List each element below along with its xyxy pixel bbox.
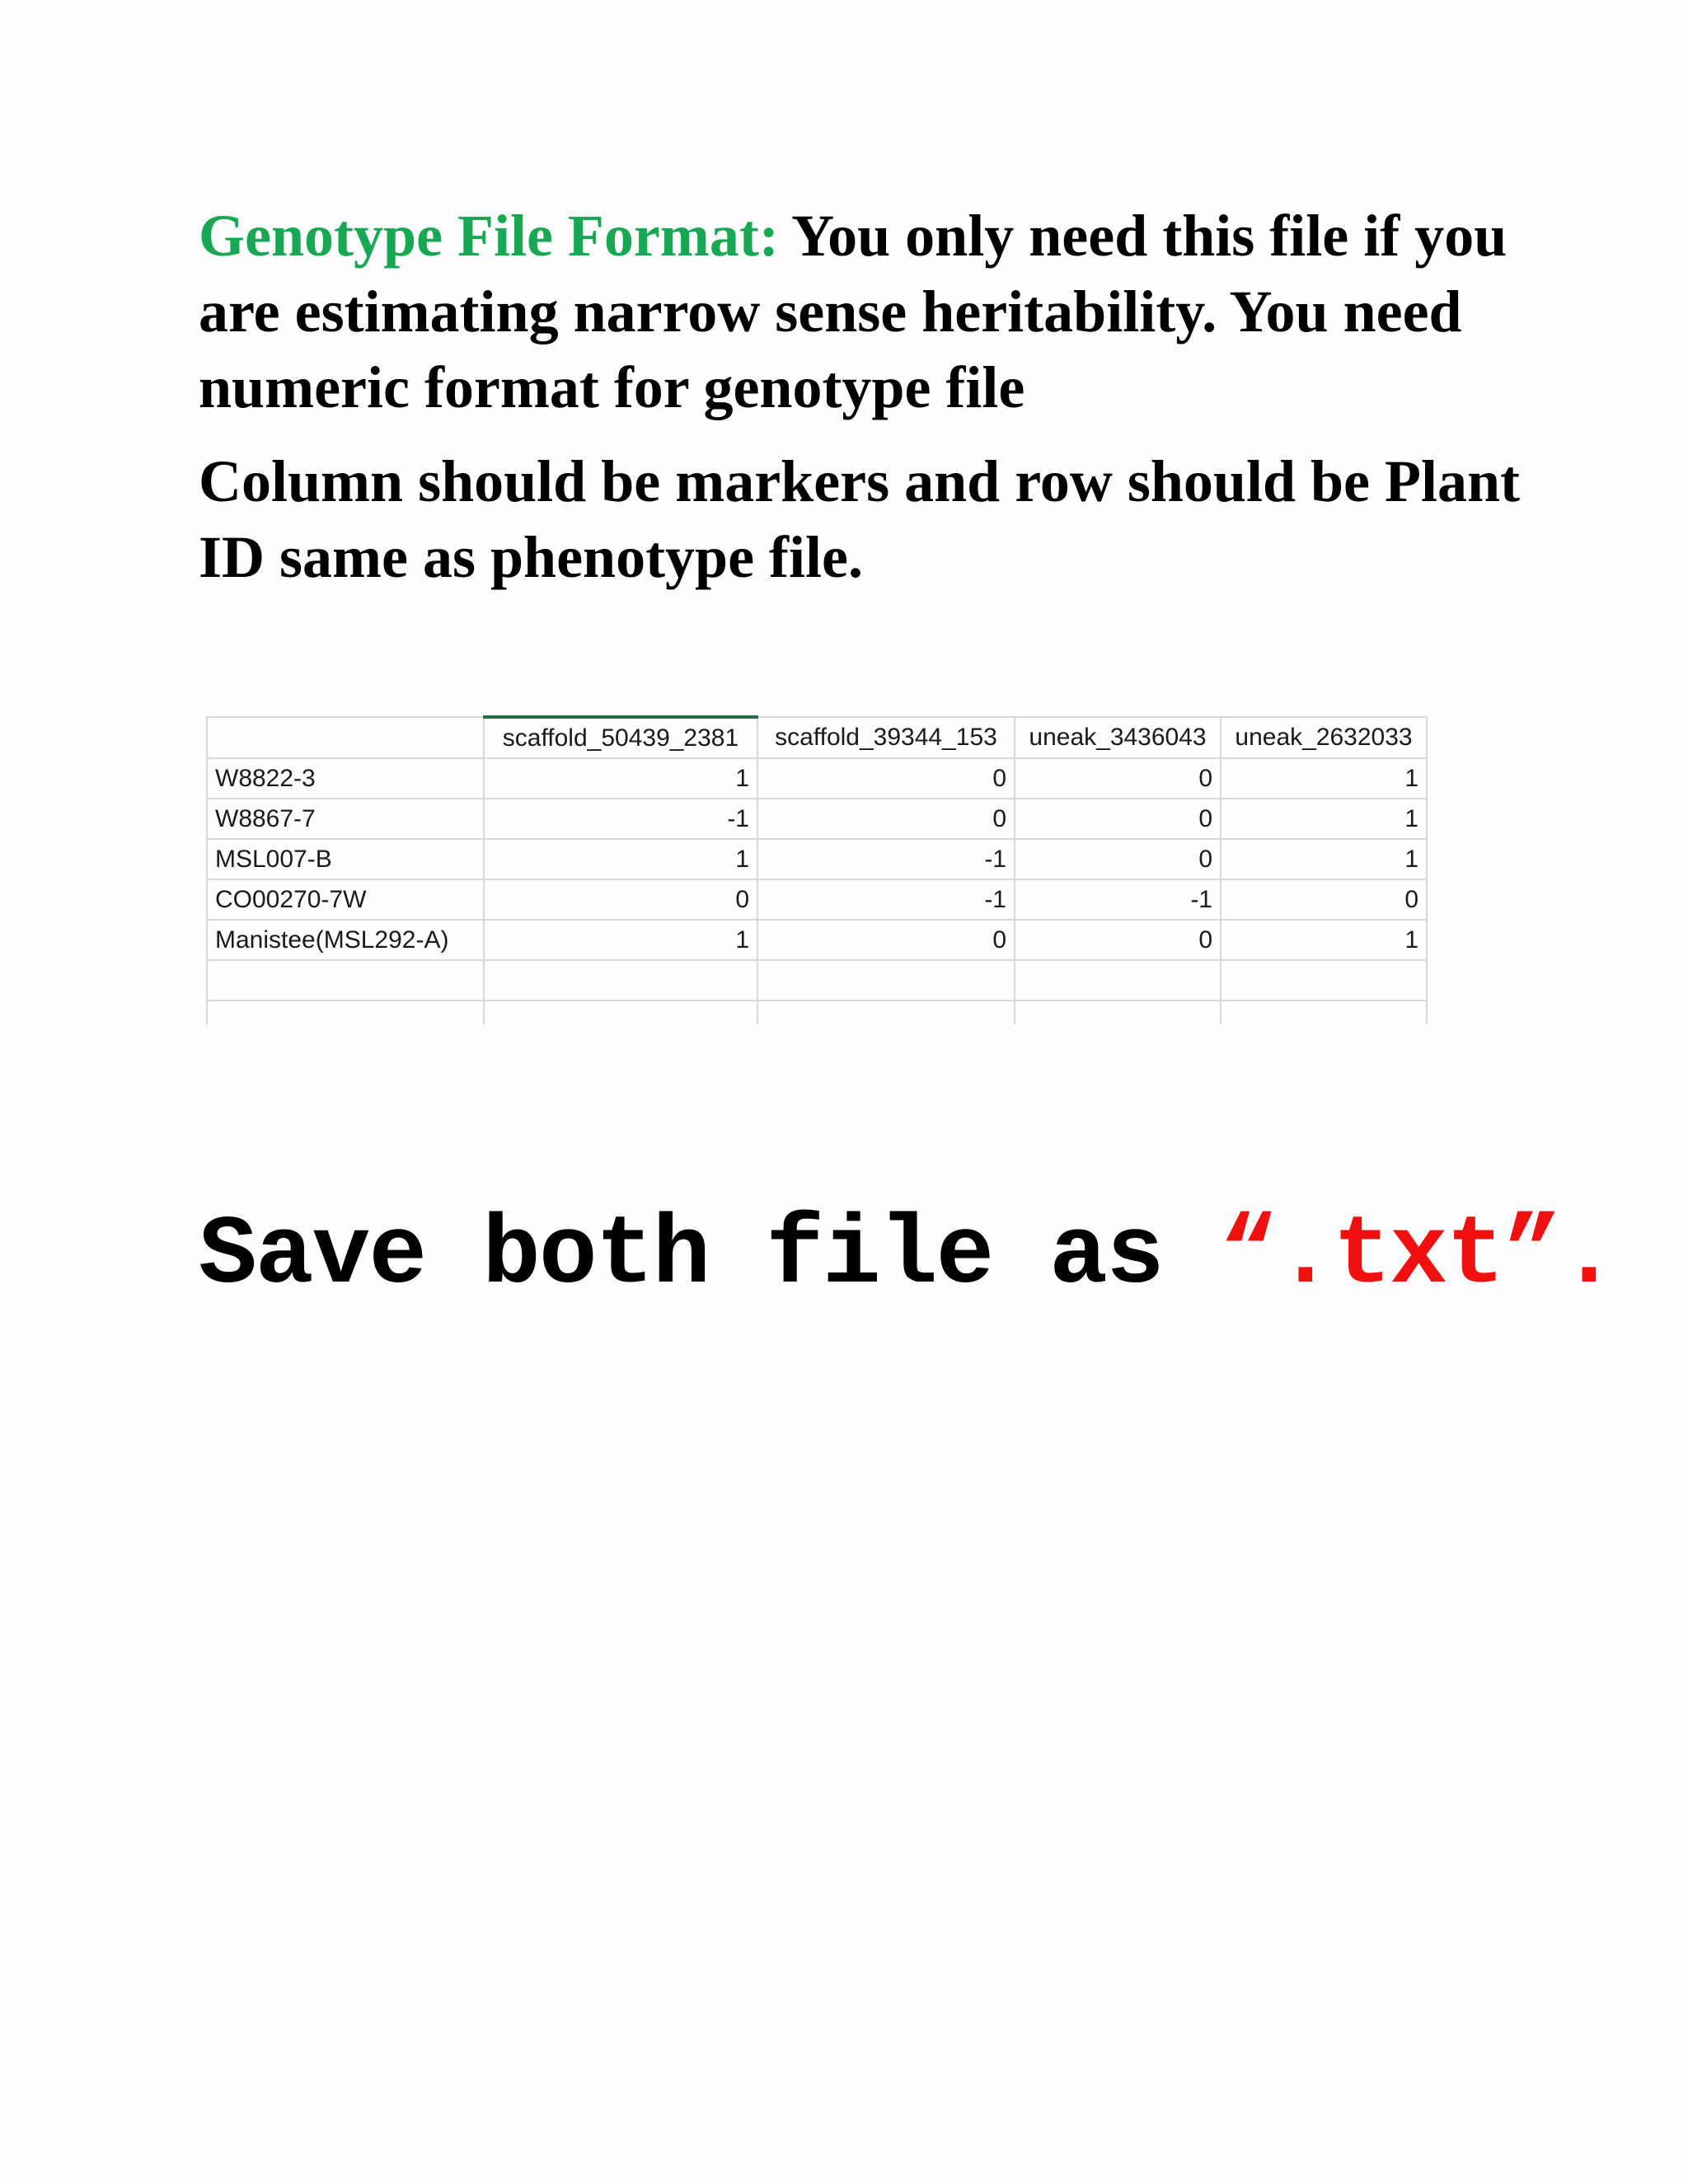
genotype-cell: 0 <box>1015 799 1221 839</box>
header-cell-blank <box>207 717 484 758</box>
plant-id-cell: W8822-3 <box>207 758 484 799</box>
genotype-cell: 0 <box>1015 758 1221 799</box>
header-cell-marker: uneak_3436043 <box>1015 717 1221 758</box>
genotype-cell: 0 <box>757 920 1015 960</box>
table-row <box>207 799 1427 839</box>
header-cell-marker: scaffold_39344_153 <box>757 717 1015 758</box>
empty-cell <box>757 1001 1015 1024</box>
empty-cell <box>484 960 757 1001</box>
partial-row <box>207 1001 1427 1024</box>
genotype-cell: 0 <box>1015 920 1221 960</box>
layout-instruction: Column should be markers and row should be Plant ID same as phenotype file. <box>199 448 1521 590</box>
genotype-cell: -1 <box>757 879 1015 920</box>
save-instruction-text: Save both file as <box>199 1202 1220 1311</box>
header-cell-marker: scaffold_50439_2381 <box>484 717 757 758</box>
empty-cell <box>484 1001 757 1024</box>
empty-cell <box>1221 1001 1427 1024</box>
empty-cell <box>207 960 484 1001</box>
genotype-cell: 0 <box>484 879 757 920</box>
genotype-cell: 1 <box>1221 839 1427 879</box>
genotype-cell: 0 <box>757 758 1015 799</box>
intro-text: You only need this file if you are estimating narrow sense heritability. You need numeric format for genotype file <box>199 203 1507 420</box>
header-row <box>207 717 1427 758</box>
genotype-cell: 1 <box>484 839 757 879</box>
genotype-cell: 0 <box>1015 839 1221 879</box>
genotype-cell: 1 <box>1221 799 1427 839</box>
section-heading: Genotype File Format: <box>199 203 779 269</box>
plant-id-cell: Manistee(MSL292-A) <box>207 920 484 960</box>
genotype-cell: 1 <box>1221 758 1427 799</box>
table-row <box>207 879 1427 920</box>
empty-cell <box>757 960 1015 1001</box>
table-row <box>207 920 1427 960</box>
empty-cell <box>207 1001 484 1024</box>
save-instruction <box>199 1199 1616 1315</box>
genotype-spreadsheet <box>206 715 1428 1024</box>
genotype-cell: -1 <box>1015 879 1221 920</box>
table-row <box>207 839 1427 879</box>
file-extension: “.txt”. <box>1219 1202 1617 1311</box>
genotype-cell: 1 <box>484 920 757 960</box>
plant-id-cell: CO00270-7W <box>207 879 484 920</box>
plant-id-cell: MSL007-B <box>207 839 484 879</box>
empty-cell <box>1015 1001 1221 1024</box>
table-row <box>207 758 1427 799</box>
genotype-cell: 1 <box>484 758 757 799</box>
plant-id-cell: W8867-7 <box>207 799 484 839</box>
genotype-cell: -1 <box>757 839 1015 879</box>
empty-cell <box>1221 960 1427 1001</box>
genotype-cell: -1 <box>484 799 757 839</box>
genotype-cell: 0 <box>757 799 1015 839</box>
genotype-cell: 0 <box>1221 879 1427 920</box>
genotype-cell: 1 <box>1221 920 1427 960</box>
intro-paragraph <box>199 198 1550 425</box>
empty-cell <box>1015 960 1221 1001</box>
header-cell-marker: uneak_2632033 <box>1221 717 1427 758</box>
empty-row <box>207 960 1427 1001</box>
